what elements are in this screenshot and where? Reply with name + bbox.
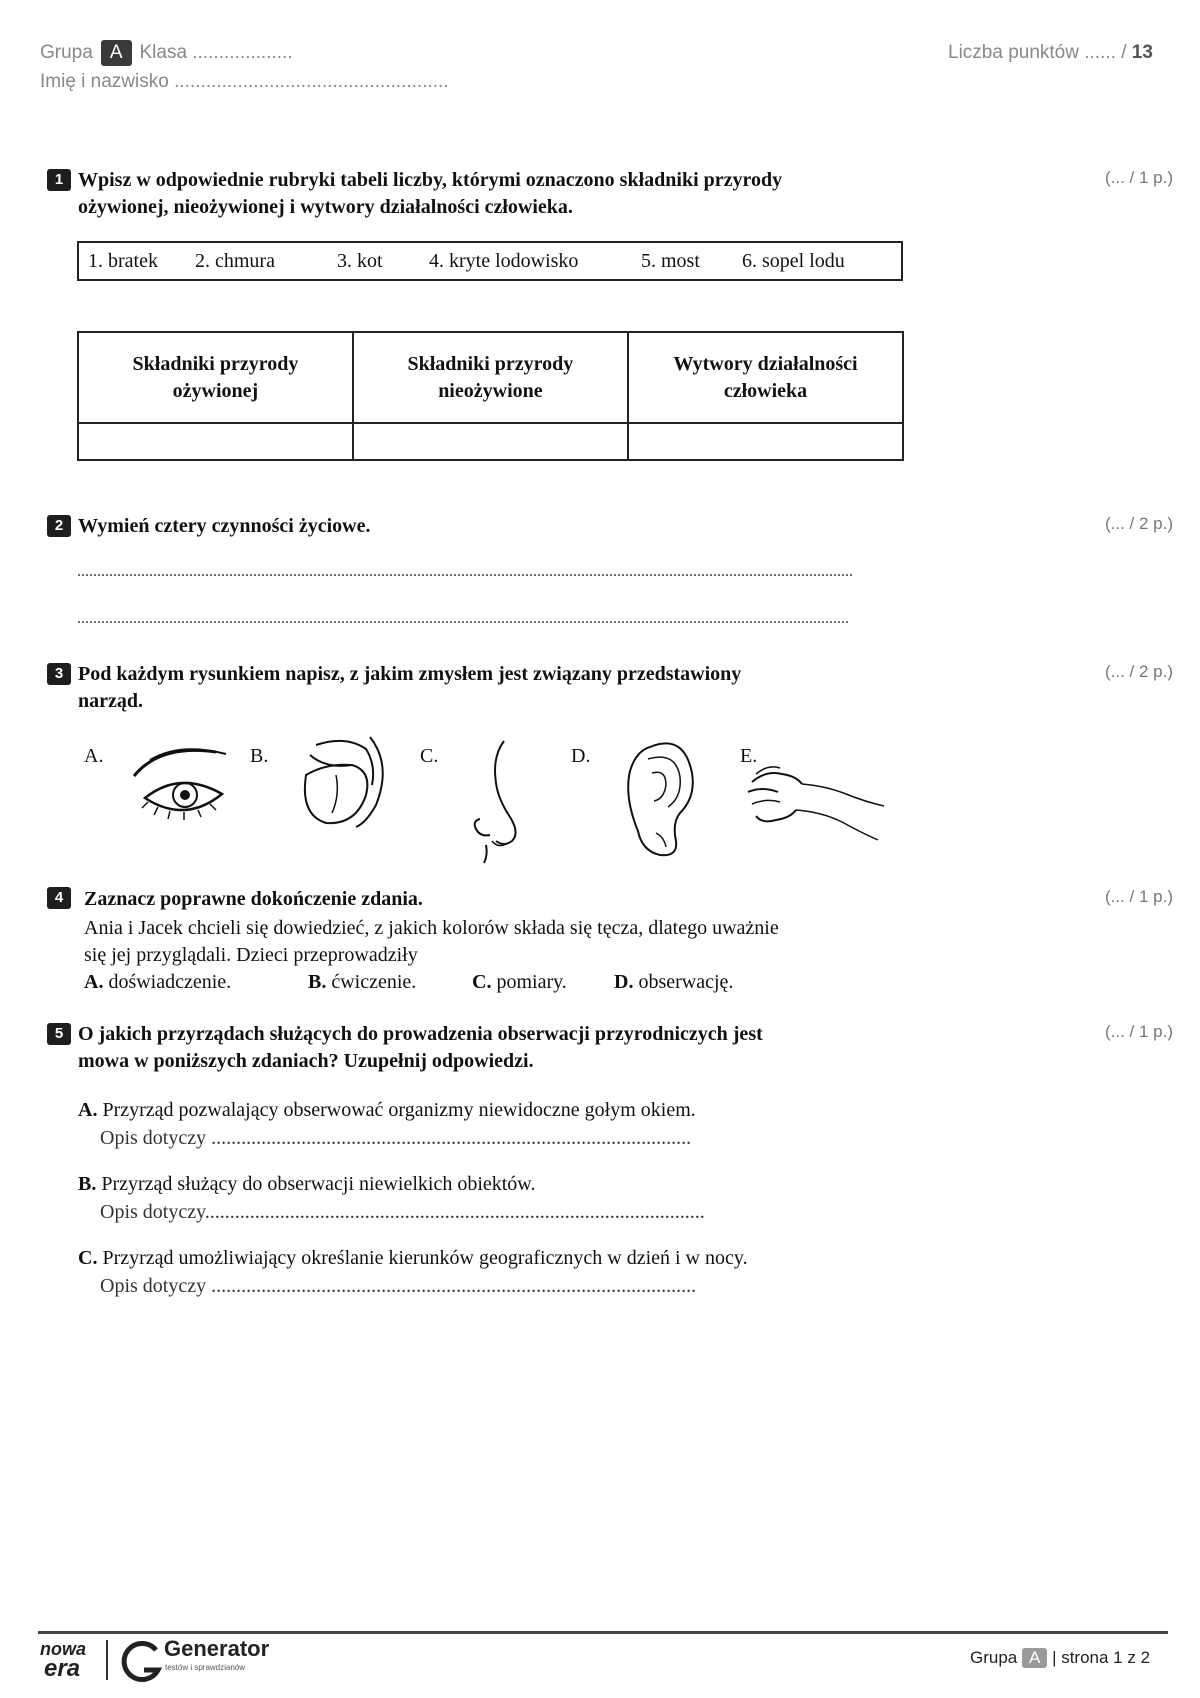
footer-page-number: | strona 1 z 2 <box>1052 1648 1151 1667</box>
task1-line2: ożywionej, nieożywionej i wytwory działalności człowieka. <box>78 196 573 218</box>
task3-points: (... / 2 p.) <box>1105 662 1174 681</box>
answer-cell[interactable] <box>78 423 353 460</box>
tongue-drawing <box>296 735 396 830</box>
column-header-line: ożywionej <box>172 379 259 402</box>
item-letter: A. <box>78 1099 98 1121</box>
generator-logo-text: Generator <box>164 1636 270 1661</box>
task3-line1: Pod każdym rysunkiem napisz, z jakim zmysłem jest związany przedstawiony <box>78 663 742 685</box>
option-letter: D. <box>614 971 634 993</box>
points-total: 13 <box>1131 42 1153 63</box>
column-header <box>628 332 903 423</box>
nowa-era-logo <box>40 1640 92 1682</box>
image-label: E. <box>740 745 758 767</box>
instrument-item <box>78 1244 748 1272</box>
group-badge: A <box>101 40 132 66</box>
task-number: 1 <box>47 169 71 191</box>
generator-logo-subtext: testów i sprawdzianów <box>165 1663 246 1672</box>
group-label: Grupa <box>40 42 93 63</box>
answer-option[interactable] <box>614 968 733 996</box>
answer-line[interactable]: .................................................................................................................................................................................................. <box>77 563 853 580</box>
item-text: Przyrząd umożliwiający określanie kierunków geograficznych w dzień i w nocy. <box>102 1247 748 1269</box>
word-item: 3. kot <box>337 250 383 272</box>
answer-line[interactable]: Opis dotyczy.................................................................................................... <box>100 1201 705 1223</box>
option-text: pomiary. <box>496 971 567 993</box>
name-field: Imię i nazwisko .................................................... <box>40 71 449 92</box>
logo-line: era <box>44 1655 81 1682</box>
image-label: A. <box>84 745 104 767</box>
task2-points: (... / 2 p.) <box>1105 514 1174 533</box>
task3-line2: narząd. <box>78 690 143 712</box>
eye-drawing <box>130 740 230 820</box>
task4-points: (... / 1 p.) <box>1105 887 1174 906</box>
column-header-line: Wytwory działalności <box>673 352 858 375</box>
task5-line2: mowa w poniższych zdaniach? Uzupełnij odpowiedzi. <box>78 1050 534 1072</box>
item-text: Przyrząd pozwalający obserwować organizmy niewidoczne gołym okiem. <box>102 1099 696 1121</box>
task5-line1: O jakich przyrządach służących do prowadzenia obserwacji przyrodniczych jest <box>78 1023 763 1045</box>
image-label: C. <box>420 745 439 767</box>
word-bank <box>77 241 903 281</box>
image-label: D. <box>571 745 591 767</box>
task2-text: Wymień cztery czynności życiowe. <box>78 515 371 537</box>
class-field: Klasa ................... <box>139 42 293 63</box>
option-text: doświadczenie. <box>108 971 232 993</box>
column-header-line: Składniki przyrody <box>132 352 299 375</box>
word-item: 1. bratek <box>88 250 158 272</box>
word-item: 4. kryte lodowisko <box>429 250 579 272</box>
logo-line: nowa <box>40 1639 87 1659</box>
footer-page-info <box>970 1648 1150 1668</box>
answer-cell[interactable] <box>628 423 903 460</box>
task1-points: (... / 1 p.) <box>1105 168 1174 187</box>
answer-option[interactable] <box>84 968 231 996</box>
answer-line[interactable]: Opis dotyczy ................................................................................................. <box>100 1275 697 1297</box>
nose-drawing <box>462 737 532 867</box>
instrument-item <box>78 1096 696 1124</box>
column-header-line: człowieka <box>723 379 808 402</box>
points-label: Liczba punktów ...... / <box>948 42 1127 63</box>
column-header-line: Składniki przyrody <box>407 352 574 375</box>
option-letter: A. <box>84 971 104 993</box>
answer-option[interactable] <box>308 968 416 996</box>
task4-body-line2: się jej przyglądali. Dzieci przeprowadziły <box>84 944 418 966</box>
item-letter: B. <box>78 1173 97 1195</box>
footer-divider <box>38 1631 1168 1634</box>
word-item: 5. most <box>641 250 700 272</box>
task4-body-line1: Ania i Jacek chcieli się dowiedzieć, z jakich kolorów składa się tęcza, dlatego uważnie <box>84 917 779 939</box>
answer-line[interactable]: Opis dotyczy ................................................................................................ <box>100 1127 692 1149</box>
task-number: 2 <box>47 515 71 537</box>
column-header-line: nieożywione <box>438 379 543 402</box>
header-group <box>40 40 293 66</box>
answer-option[interactable] <box>472 968 567 996</box>
points-summary <box>948 42 1153 64</box>
task4-text: Zaznacz poprawne dokończenie zdania. <box>84 888 423 910</box>
instrument-item <box>78 1170 535 1198</box>
footer-group-badge: A <box>1022 1648 1047 1668</box>
hand-drawing <box>742 762 887 846</box>
word-item: 6. sopel lodu <box>742 250 845 272</box>
option-text: ćwiczenie. <box>331 971 417 993</box>
logo-separator <box>106 1640 108 1680</box>
column-header <box>78 332 353 423</box>
option-letter: C. <box>472 971 492 993</box>
task-number: 3 <box>47 663 71 685</box>
item-letter: C. <box>78 1247 98 1269</box>
option-letter: B. <box>308 971 327 993</box>
task-number: 5 <box>47 1023 71 1045</box>
word-item: 2. chmura <box>195 250 275 272</box>
task1-line1: Wpisz w odpowiednie rubryki tabeli liczby, którymi oznaczono składniki przyrody <box>78 169 783 191</box>
footer-group-label: Grupa <box>970 1648 1018 1667</box>
option-text: obserwację. <box>638 971 734 993</box>
task-number: 4 <box>47 887 71 909</box>
image-label: B. <box>250 745 269 767</box>
task5-points: (... / 1 p.) <box>1105 1022 1174 1041</box>
column-header <box>353 332 628 423</box>
classification-table <box>77 331 904 461</box>
answer-line[interactable]: ................................................................................................................................................................................................. <box>77 610 849 627</box>
generator-logo-icon <box>120 1640 164 1684</box>
item-text: Przyrząd służący do obserwacji niewielkich obiektów. <box>101 1173 536 1195</box>
ear-drawing <box>620 737 700 862</box>
answer-cell[interactable] <box>353 423 628 460</box>
